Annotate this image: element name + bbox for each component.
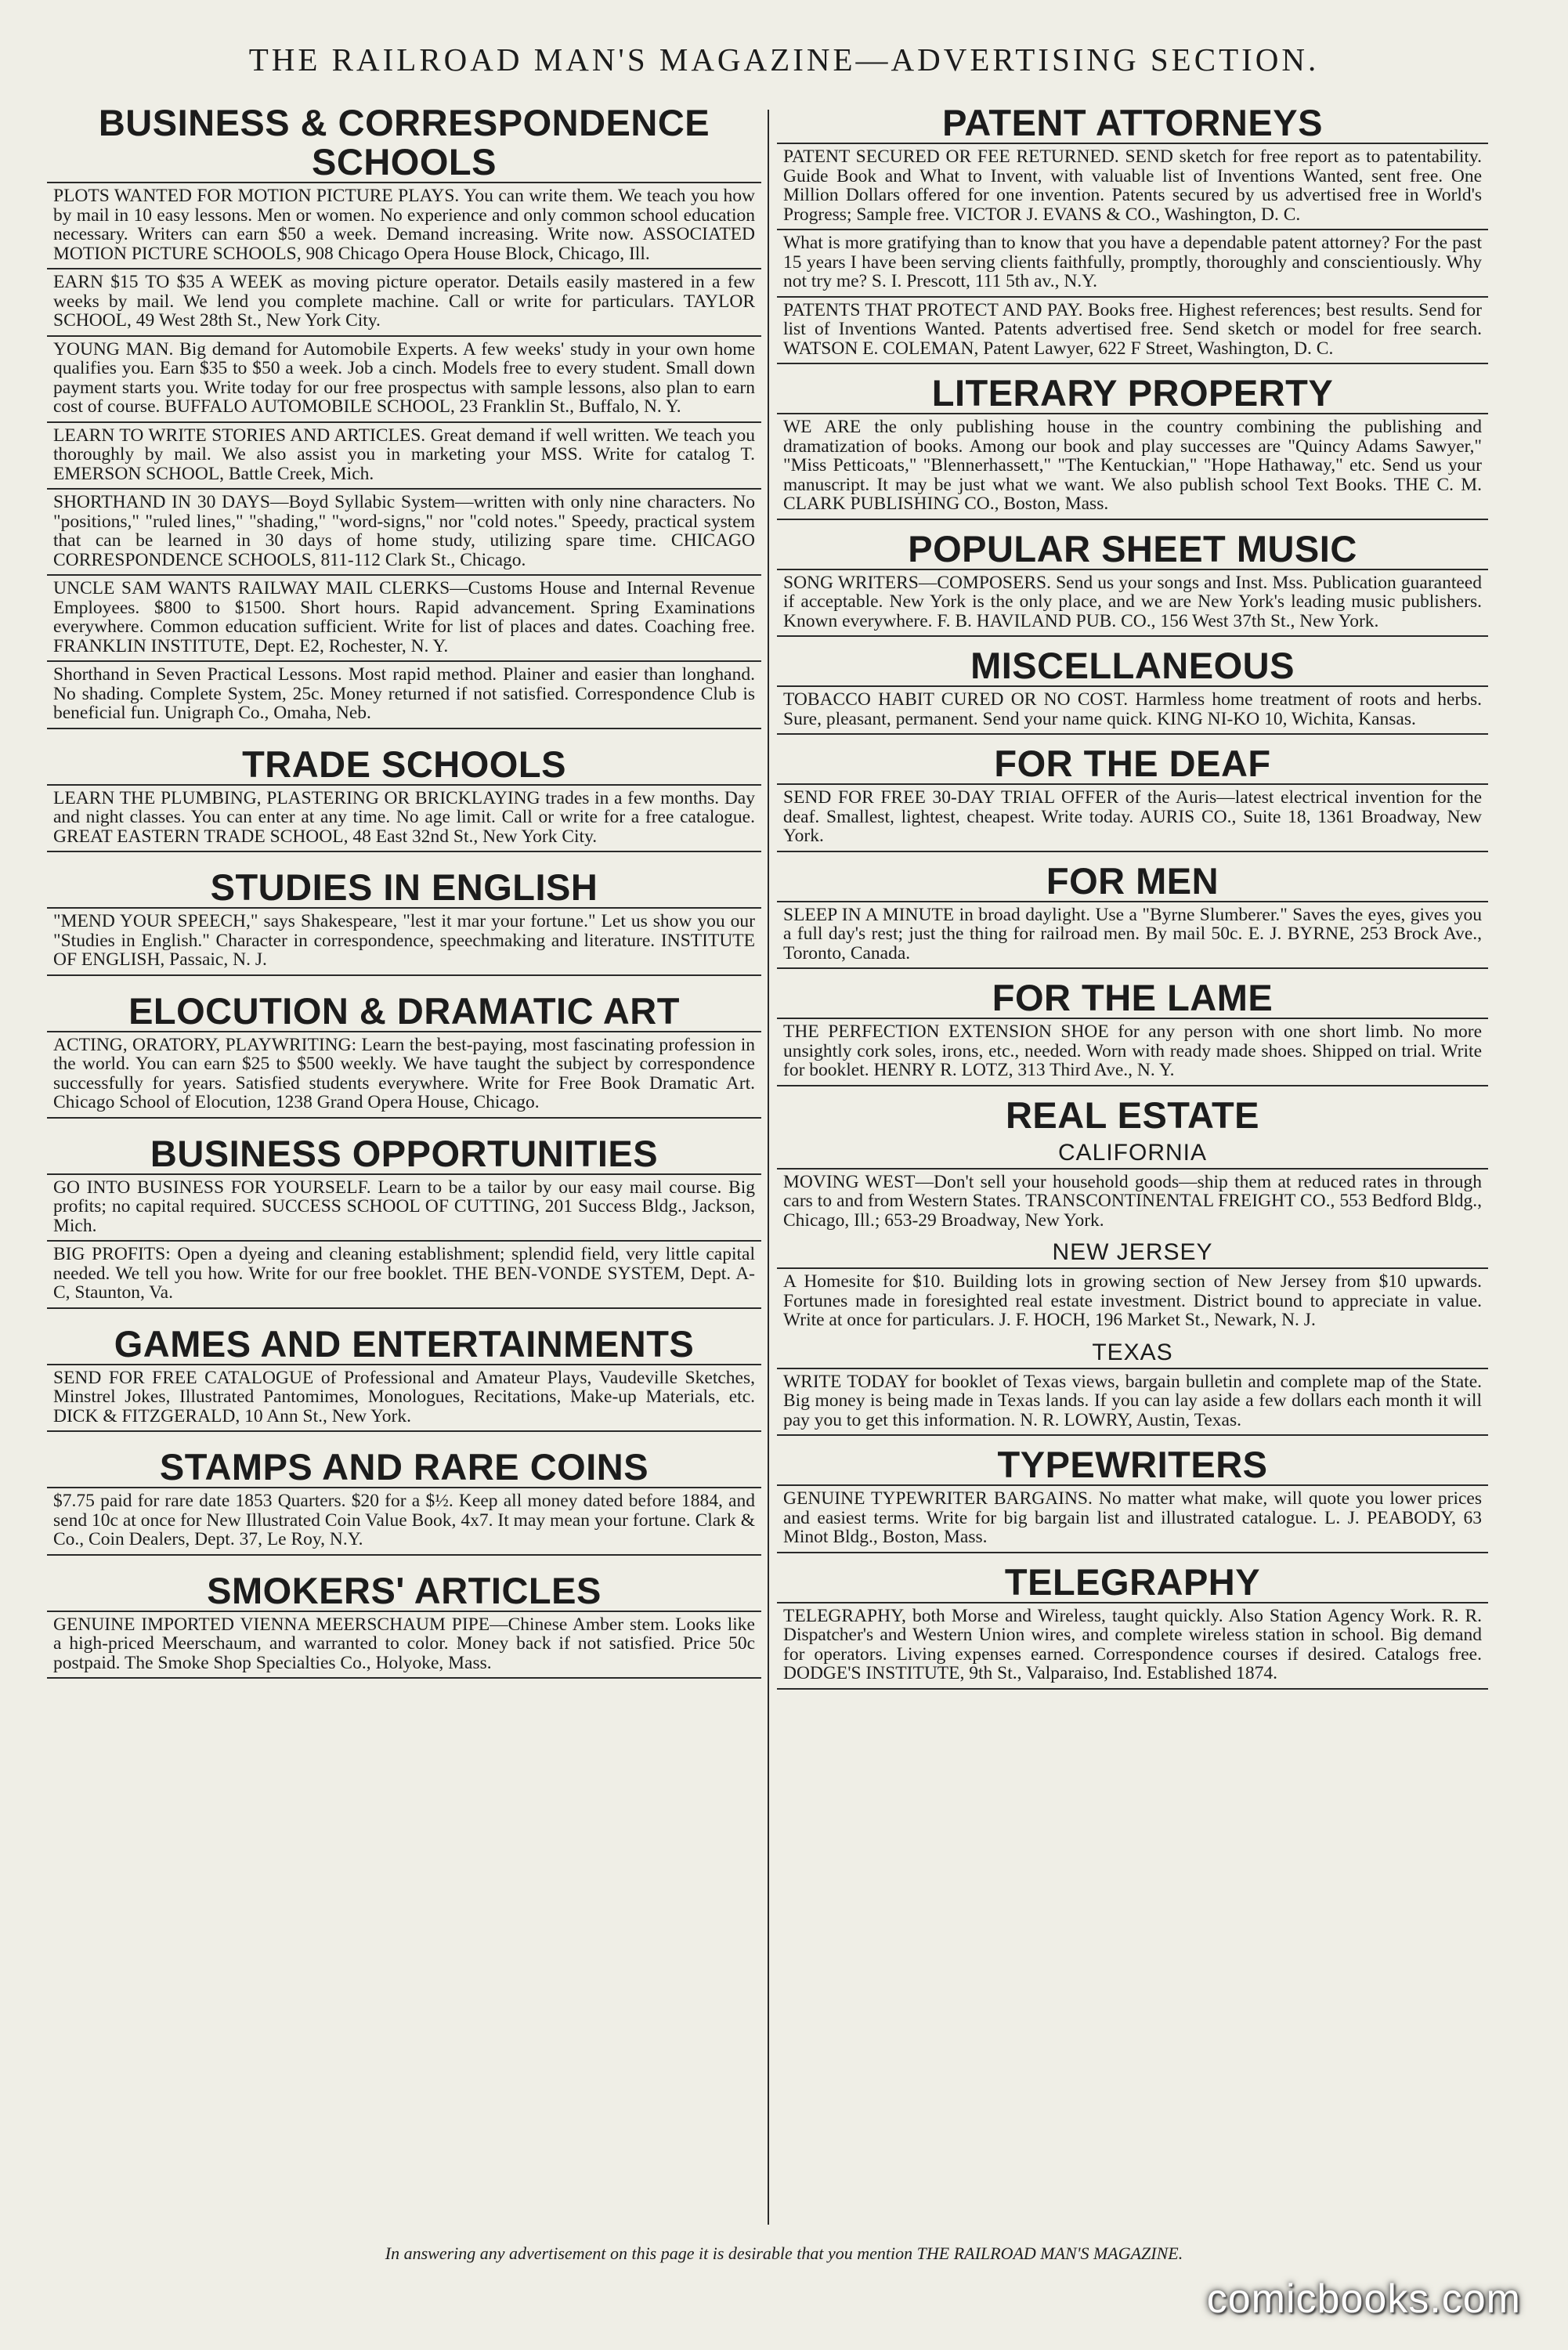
section-title: MISCELLANEOUS <box>970 645 1295 686</box>
classified-ad: "MEND YOUR SPEECH," says Shakespeare, "lest it mar your fortune." Let us show you our "Studies in English." Character in correspondence, speechmaking and literature. INSTITUTE OF ENGLISH, Passaic, N. J. <box>47 907 761 976</box>
section-title: GAMES AND ENTERTAINMENTS <box>114 1322 695 1365</box>
classified-ad: SONG WRITERS—COMPOSERS. Send us your songs and Inst. Mss. Publication guaranteed if acceptable. New York is the only place, and we are New York's leading music publishers. Known everywhere. F. B. HAVILAND PUB. CO., 156 West 37th St., New York. <box>777 569 1488 638</box>
classified-ad: EARN $15 TO $35 A WEEK as moving picture operator. Details easily mastered in a few weeks by mail. We lend you complete machine. Call or write for particulars. TAYLOR SCHOOL, 49 West 28th St., New York City. <box>47 268 761 335</box>
section-title: PATENT ATTORNEYS <box>942 102 1323 143</box>
section-real-estate <box>777 1096 1488 1437</box>
classified-ad: THE PERFECTION EXTENSION SHOE for any person with one short limb. No more unsightly cork soles, irons, etc., needed. Worn with ready made shoes. Shipped on trial. Write for booklet. HENRY R. LOTZ, 313 Third Ave., N. Y. <box>777 1018 1488 1086</box>
classified-ad: SHORTHAND IN 30 DAYS—Boyd Syllabic System—written with only nine characters. No "positions," "ruled lines," "shading," "word-signs," nor "cold notes." Speedy, practical system that can be learned in 30 days of home study, utilizing spare time. CHICAGO CORRESPONDENCE SCHOOLS, 811-112 Clark St., Chicago. <box>47 488 761 574</box>
section-studies-english <box>47 868 761 976</box>
section-telegraphy <box>777 1560 1488 1690</box>
section-typewriters <box>777 1445 1488 1553</box>
classified-ad: YOUNG MAN. Big demand for Automobile Experts. A few weeks' study in your own home qualifies you. Earn $35 to $50 a week. Job a cinch. Models free to every student. Small down payment starts you. Write today for our free prospectus with sample lessons, also plan to earn cost of course. BUFFALO AUTOMOBILE SCHOOL, 23 Franklin St., Buffalo, N. Y. <box>47 335 761 421</box>
section-title: POPULAR SHEET MUSIC <box>908 527 1357 569</box>
section-patent <box>777 103 1488 364</box>
classified-ad: TELEGRAPHY, both Morse and Wireless, taught quickly. Also Station Agency Work. R. R. Dispatcher's and Western Union wires, and complete wireless station in school. Big demand for operators. Living expenses earned. Correspondence courses if desired. Catalogs free. DODGE'S INSTITUTE, 9th St., Valparaiso, Ind. Established 1874. <box>777 1602 1488 1690</box>
classified-ad: ACTING, ORATORY, PLAYWRITING: Learn the best-paying, most fascinating profession in the world. You can earn $25 to $500 weekly. We have taught the subject by correspondence successfully for years. Satisfied students everywhere. Write for Free Book Dramatic Art. Chicago School of Elocution, 1238 Grand Opera House, Chicago. <box>47 1031 761 1119</box>
subsection-title: CALIFORNIA <box>1057 1139 1208 1166</box>
watermark: comicbooks.com <box>1206 2276 1521 2322</box>
section-title: FOR MEN <box>1046 859 1219 902</box>
section-title: TELEGRAPHY <box>1004 1560 1261 1603</box>
classified-ad: WE ARE the only publishing house in the country combining the publishing and dramatization of books. Among our book and play successes are "Quincy Adams Sawyer," "Miss Petticoats," "Blennerhassett," "The Kentuckian," "Hope Hathaway," etc. Send us your manuscript. It may be just what we want. We also publish school Text Books. THE C. M. CLARK PUBLISHING CO., Boston, Mass. <box>777 413 1488 520</box>
classified-ad: GENUINE TYPEWRITER BARGAINS. No matter what make, will quote you lower prices and easiest terms. Write for big bargain list and illustrated catalogue. L. J. PEABODY, 63 Minot Bldg., Boston, Mass. <box>777 1484 1488 1553</box>
classified-ad: Shorthand in Seven Practical Lessons. Most rapid method. Plainer and easier than longhand. No shading. Complete System, 25c. Money returned if not satisfied. Correspondence Club is beneficial fun. Unigraph Co., Omaha, Neb. <box>47 660 761 729</box>
section-title: TYPEWRITERS <box>997 1444 1268 1485</box>
classified-ad: LEARN TO WRITE STORIES AND ARTICLES. Great demand if well written. We teach you thoroughly by mail. We also assist you in marketing your MSS. Write for catalog T. EMERSON SCHOOL, Battle Creek, Mich. <box>47 421 761 489</box>
section-sheet-music <box>777 527 1488 638</box>
classified-ad: SEND FOR FREE 30-DAY TRIAL OFFER of the Auris—latest electrical invention for the deaf. Smallest, lightest, cheapest. Write today. AURIS CO., Suite 18, 1361 Broadway, New York. <box>777 783 1488 852</box>
classified-ad: PATENTS THAT PROTECT AND PAY. Books free. Highest references; best results. Send for list of Inventions Wanted. Patents advertised free. Send sketch or model for free search. WATSON E. COLEMAN, Patent Lawyer, 622 F Street, Washington, D. C. <box>777 296 1488 365</box>
section-trade-schools <box>47 745 761 853</box>
left-column <box>47 103 761 1694</box>
classified-ad: SEND FOR FREE CATALOGUE of Professional and Amateur Plays, Vaudeville Sketches, Minstrel Jokes, Illustrated Pantomimes, Monologues, Recitations, Make-up Materials, etc. DICK & FITZGERALD, 10 Ann St., New York. <box>47 1364 761 1433</box>
section-deaf <box>777 744 1488 852</box>
section-title: STUDIES IN ENGLISH <box>210 866 598 908</box>
section-title: REAL ESTATE <box>1005 1094 1260 1136</box>
section-title: BUSINESS & CORRESPONDENCE SCHOOLS <box>98 102 710 183</box>
classified-ad: MOVING WEST—Don't sell your household goods—ship them at reduced rates in through cars to and from Western States. TRANSCONTINENTAL FREIGHT CO., 553 Bedford Bldg., Chicago, Ill.; 653-29 Broadway, New York. <box>777 1168 1488 1235</box>
section-stamps <box>47 1448 761 1556</box>
section-title: FOR THE DEAF <box>994 743 1271 784</box>
section-business-opportunities <box>47 1134 761 1309</box>
subsection-title: TEXAS <box>1092 1339 1173 1365</box>
right-column <box>777 103 1488 1699</box>
section-lame <box>777 978 1488 1086</box>
classified-ad: GO INTO BUSINESS FOR YOURSELF. Learn to be a tailor by our easy mail course. Big profits; no capital required. SUCCESS SCHOOL OF CUTTING, 201 Success Bldg., Jackson, Mich. <box>47 1173 761 1241</box>
section-title: FOR THE LAME <box>992 977 1274 1018</box>
section-literary <box>777 374 1488 520</box>
classified-ad: $7.75 paid for rare date 1853 Quarters. $20 for a $½. Keep all money dated before 1884, and send 10c at once for New Illustrated Coin Value Book, 4x7. It may mean your fortune. Clark & Co., Coin Dealers, Dept. 37, Le Roy, N.Y. <box>47 1487 761 1556</box>
section-title: BUSINESS OPPORTUNITIES <box>150 1132 659 1174</box>
section-miscellaneous <box>777 646 1488 735</box>
classified-ad: A Homesite for $10. Building lots in growing section of New Jersey from $10 upwards. Fortunes made in foresighted real estate investment. District bound to appreciate in value. Write at once for particulars. J. F. HOCH, 196 Market St., Newark, N. J. <box>777 1267 1488 1335</box>
classified-ad: BIG PROFITS: Open a dyeing and cleaning establishment; splendid field, very little capital needed. We tell you how. Write for our free booklet. THE BEN-VONDE SYSTEM, Dept. A-C, Staunton, Va. <box>47 1240 761 1309</box>
section-games <box>47 1322 761 1433</box>
classified-ad: LEARN THE PLUMBING, PLASTERING OR BRICKLAYING trades in a few months. Day and night classes. You can enter at any time. No age limit. Call or write for a free catalogue. GREAT EASTERN TRADE SCHOOL, 48 East 32nd St., New York City. <box>47 784 761 853</box>
section-title: ELOCUTION & DRAMATIC ART <box>128 989 680 1032</box>
section-title: STAMPS AND RARE COINS <box>159 1446 649 1488</box>
section-title: LITERARY PROPERTY <box>931 372 1334 414</box>
section-men <box>777 859 1488 970</box>
classified-ad: WRITE TODAY for booklet of Texas views, bargain bulletin and complete map of the State. Big money is being made in Texas lands. If you can lay aside a few dollars each month it will pay you to get this information. N. R. LOWRY, Austin, Texas. <box>777 1368 1488 1437</box>
section-smokers <box>47 1571 761 1679</box>
classified-ad: What is more gratifying than to know that you have a dependable patent attorney? For the past 15 years I have been serving clients faithfully, promptly, thoroughly and conscientiously. Why not try me? S. I. Prescott, 111 5th av., N.Y. <box>777 229 1488 296</box>
subsection-title: NEW JERSEY <box>1052 1239 1213 1265</box>
classified-ad: PATENT SECURED OR FEE RETURNED. SEND sketch for free report as to patentability. Guide Book and What to Invent, with valuable list of Inventions Wanted, sent free. One Million Dollars offered for one invention. Patents secured by us advertised free in World's Progress; Sample free. VICTOR J. EVANS & CO., Washington, D. C. <box>777 143 1488 229</box>
classified-ad: TOBACCO HABIT CURED OR NO COST. Harmless home treatment of roots and herbs. Sure, pleasant, permanent. Send your name quick. KING NI-KO 10, Wichita, Kansas. <box>777 685 1488 735</box>
column-divider <box>768 110 769 2225</box>
section-title: SMOKERS' ARTICLES <box>207 1569 602 1611</box>
classified-ad: PLOTS WANTED FOR MOTION PICTURE PLAYS. You can write them. We teach you how by mail in 10 easy lessons. Men or women. No experience and only common school education necessary. Writers can earn $50 a week. Demand increasing. Write now. ASSOCIATED MOTION PICTURE SCHOOLS, 908 Chicago Opera House Block, Chicago, Ill. <box>47 182 761 268</box>
section-business-schools <box>47 103 761 729</box>
page-header: THE RAILROAD MAN'S MAGAZINE—ADVERTISING SECTION. <box>248 42 1320 78</box>
section-title: TRADE SCHOOLS <box>242 743 566 785</box>
classified-ad: SLEEP IN A MINUTE in broad daylight. Use a "Byrne Slumberer." Saves the eyes, gives you a full day's rest; just the thing for railroad men. By mail 50c. E. J. BYRNE, 253 Brock Ave., Toronto, Canada. <box>777 901 1488 970</box>
footer-note: In answering any advertisement on this page it is desirable that you mention THE RAILROAD MAN'S MAGAZINE. <box>385 2243 1183 2263</box>
section-elocution <box>47 989 761 1119</box>
classified-ad: UNCLE SAM WANTS RAILWAY MAIL CLERKS—Customs House and Internal Revenue Employees. $800 to $1500. Short hours. Rapid advancement. Spring Examinations everywhere. Common education sufficient. Write for list of places and dates. Coaching free. FRANKLIN INSTITUTE, Dept. E2, Rochester, N. Y. <box>47 574 761 660</box>
classified-ad: GENUINE IMPORTED VIENNA MEERSCHAUM PIPE—Chinese Amber stem. Looks like a high-priced Meerschaum, and warranted to color. Money back if not satisfied. Price 50c postpaid. The Smoke Shop Specialties Co., Holyoke, Mass. <box>47 1611 761 1679</box>
